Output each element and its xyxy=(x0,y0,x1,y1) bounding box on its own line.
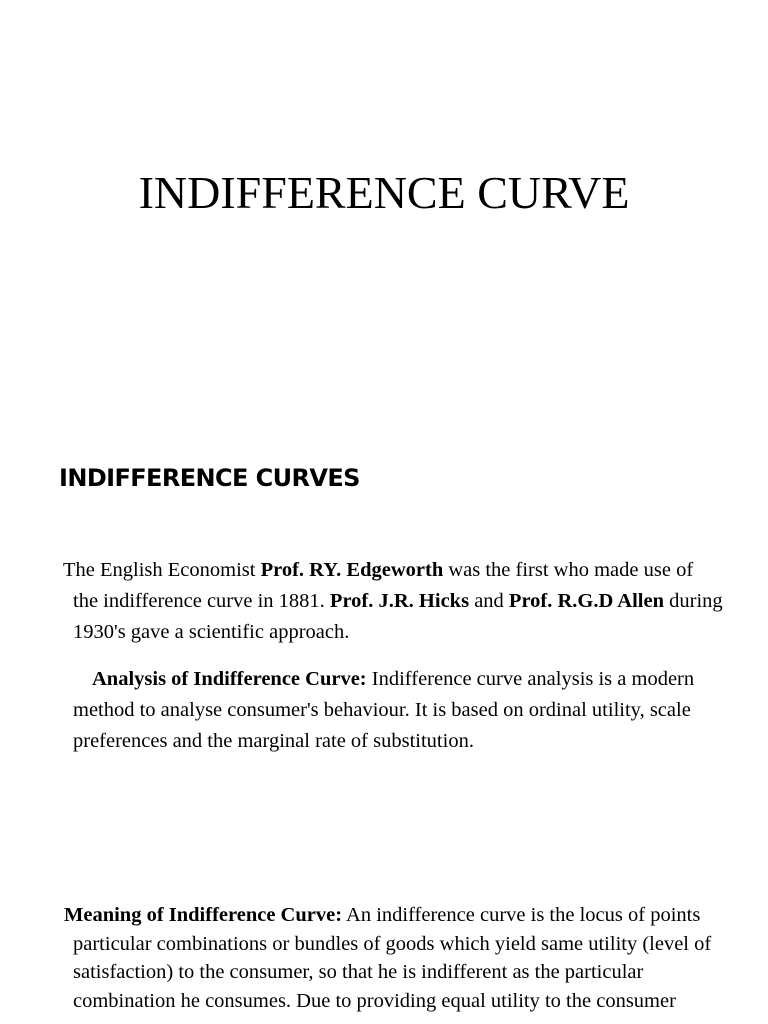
intro-text-4: during 1930's gave a scientific approach. xyxy=(73,590,723,643)
intro-paragraph xyxy=(63,555,723,648)
hicks-name: Prof. J.R. Hicks xyxy=(329,590,470,612)
meaning-text: An indifference curve is the locus of points particular combinations or bundles of goods which yield same utility (level of satisfaction) to the consumer, so that he is indifferent as the particular combination he consumes. Due to providing equal utility to the consumer xyxy=(73,904,712,1012)
meaning-label: Meaning of Indifference Curve: xyxy=(64,904,343,926)
section-heading: INDIFFERENCE CURVES xyxy=(59,464,360,492)
page-title: INDIFFERENCE CURVE xyxy=(138,167,630,218)
intro-text-1: The English Economist xyxy=(63,559,261,581)
intro-text-3: and xyxy=(469,590,509,612)
analysis-paragraph xyxy=(73,664,723,757)
edgeworth-name: Prof. RY. Edgeworth xyxy=(260,559,444,581)
meaning-paragraph xyxy=(64,901,723,1015)
intro-text-2: was the first who made use of the indifference curve in 1881. xyxy=(73,559,694,612)
analysis-label: Analysis of Indifference Curve: xyxy=(92,668,367,690)
allen-name: Prof. R.G.D Allen xyxy=(508,590,664,612)
analysis-text: Indifference curve analysis is a modern method to analyse consumer's behaviour. It is based on ordinal utility, scale preferences and the marginal rate of substitution. xyxy=(73,668,695,752)
